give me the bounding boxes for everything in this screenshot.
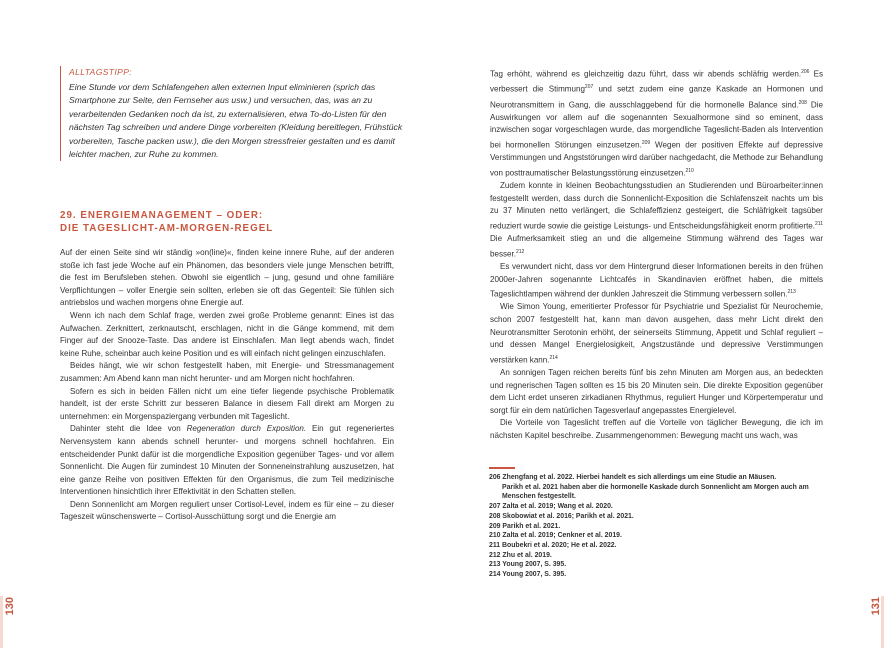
footnote-ref: 213 — [787, 289, 796, 296]
footnote-divider — [489, 467, 515, 469]
paragraph-start: Dahinter steht die Idee von — [70, 424, 187, 434]
footnote: 210 Zalta et al. 2019; Cenkner et al. 2019. — [489, 532, 622, 540]
paragraph: Beides hängt, wie wir schon festgestellt haben, mit Energie- und Stressmanagement zusammen: Am Abend kann man nicht herunter- und am Morgen nicht hochfahren. — [60, 361, 394, 383]
text-run: Wegen der positiven Effekte auf depressive Verstimmungen und Angststörungen wird darüber nachgedacht, die Methode zur Behandlung von posttraumatischer Belastungsstörung einzusetzen. — [490, 140, 823, 178]
footnote: 214 Young 2007, S. 395. — [489, 571, 567, 579]
right-page — [442, 0, 884, 648]
footnote-ref: 212 — [515, 248, 525, 255]
text-run: Wie Simon Young, emeritierter Professor für Psychiatrie und Spezialist für Neurochemie, schon 2007 festgestellt hat, kann man davon ausgehen, dass mehr Licht direkt den Neurotransmitter Serotonin erhöht, der seinerseits Stimmung, Appetit und Schlaf reguliert – und dessen Mangel Energielosigkeit, Angstzustände und depressive Verstimmungen verstärken kann. — [490, 302, 823, 365]
paragraph — [60, 423, 394, 499]
footnote: 213 Young 2007, S. 395. — [489, 561, 567, 569]
page-edge-marker — [0, 596, 3, 648]
paragraph — [490, 66, 823, 180]
paragraph: An sonnigen Tagen reichen bereits fünf bis zehn Minuten am Morgen aus, an bedeckten und regnerischen Tagen sollten es 15 bis 20 Minuten sein. Die direkte Exposition gegenüber dem Licht erdet unseren zirkadianen Rhythmus, reguliert Hunger und Körpertemperatur und sorgt für ein dem natürlichen Tagesverlauf angepasstes Energielevel. — [490, 368, 823, 415]
paragraph: Wenn ich nach dem Schlaf frage, werden zwei große Probleme genannt: Eines ist das Aufwachen. Zerknittert, zerknautscht, erschlagen, nicht in die Gänge kommend, mit dem Finger auf der Snooze-Taste. Das andere ist Einschlafen. Man liegt abends wach, findet keine Ruhe, scheinbar auch keine Position und es will einfach nicht gelingen einzuschlafen. — [60, 310, 394, 358]
heading-line-1: 29. ENERGIEMANAGEMENT – ODER: — [60, 210, 264, 221]
footnote-ref: 208 — [798, 99, 807, 106]
footnote-ref: 211 — [815, 220, 823, 227]
heading-line-2: DIE TAGESLICHT-AM-MORGEN-REGEL — [60, 223, 274, 234]
footnote-ref: 214 — [549, 354, 558, 361]
tip-text: Eine Stunde vor dem Schlafengehen allen externen Input eliminieren (sprich das Smartphone zur Seite, den Fernseher aus usw.) und versuchen, das, was an zu verarbeitenden Gedanken noch da ist, zu externalisieren, etwa To-do-Listen für den nächsten Tag schreiben und andere Dinge vorbereiten (Kleidung bereitlegen, Frühstück vorbereiten, Tasche packen usw.), die den Morgen stressfreier gestalten und es damit leichter machen, zur Ruhe zu kommen. — [69, 82, 403, 160]
text-run: Die Auswirkungen vor allem auf die sogenannten Sexualhormone sind so eminent, dass inzwischen sogar vorgeschlagen wurde, das morgendliche Tageslicht-Baden als Intervention bei hormonellen Störungen einzusetzen. — [490, 100, 823, 150]
paragraph — [490, 180, 823, 261]
text-run: Es verbessert die Stimmung — [490, 69, 823, 94]
footnote-ref: 207 — [584, 84, 594, 91]
everyday-tip-box — [60, 66, 409, 161]
paragraph — [490, 261, 823, 301]
footnote: 211 Boubekri et al. 2020; He et al. 2022. — [489, 541, 617, 549]
text-run: und setzt zudem eine ganze Kaskade an Hormonen und Neurotransmittern in Gang, die ausschlaggebend für die hormonelle Balance sind. — [490, 84, 824, 110]
section-heading — [60, 209, 405, 235]
paragraph: Denn Sonnenlicht am Morgen reguliert unser Cortisol-Level, indem es für eine – zu dieser Tageszeit wünschenswerte – Cortisol-Ausschüttung sorgt und die Energie am — [60, 499, 394, 522]
footnote: 209 Parikh et al. 2021. — [489, 522, 561, 530]
footnote: 212 Zhu et al. 2019. — [489, 551, 552, 559]
footnote: 207 Zalta et al. 2019; Wang et al. 2020. — [489, 503, 613, 511]
right-body-text — [490, 66, 823, 443]
left-body-text — [60, 247, 394, 524]
text-run: Tag erhöht, während es gleichzeitig dazu führt, dass wir abends schläfrig werden. — [490, 69, 802, 79]
text-run: Die Aufmerksamkeit stieg an und die allgemeine Stimmung während des Tages war besser. — [490, 234, 823, 259]
paragraph: Auf der einen Seite sind wir ständig »on(line)«, finden keine innere Ruhe, auf der anderen stoße ich fast jede Woche auf ein Phänomen, das besonders viele junge Menschen betrifft, die fest im Berufsleben stehen. Obwohl sie eigentlich – jung, gesund und ohne familiäre Verpflichtungen – voller Energie sein sollten, erleben sie oft das Gegenteil: Sie fühlen sich antriebslos und wachen morgens ohne Energie auf. — [60, 248, 394, 308]
italic-phrase: Regeneration durch Exposition. — [186, 424, 307, 434]
footnote-continuation: Parikh et al. 2021 haben aber die hormonelle Kaskade durch Sonnenlicht am Morgen auch am Menschen festgestellt. — [502, 483, 809, 501]
footnotes — [489, 473, 809, 580]
page-number: 131 — [870, 597, 882, 616]
page-number: 130 — [4, 597, 16, 616]
footnote: 206 Zhengfang et al. 2022. Hierbei handelt es sich allerdings um eine Studie an Mäusen. — [489, 474, 777, 481]
tip-label: ALLTAGSTIPP: — [69, 67, 133, 77]
paragraph: Die Vorteile von Tageslicht treffen auf die Vorteile von täglicher Bewegung, die ich im nächsten Kapitel beschreibe. Zusammengenommen: Bewegung macht uns wach, was — [490, 418, 823, 441]
paragraph — [490, 301, 823, 367]
footnote-ref: 209 — [641, 139, 651, 146]
paragraph: Sofern es sich in beiden Fällen nicht um eine tiefer liegende psychische Problematik handelt, ist der erste Schritt zur besseren Balance in diesem Fall direkt am Morgen zu unternehmen: ein Morgenspaziergang verbunden mit Tageslicht. — [60, 386, 394, 421]
text-run: Es verwundert nicht, dass vor dem Hintergrund dieser Informationen bereits in den frühen 2000er-Jahren sogenannte Lichtcafés in Skandinavien eröffnet haben, die mittels Tageslichtlampen während der dunklen Jahreszeit die Stimmung verbessern sollen. — [490, 262, 823, 299]
footnote-ref: 206 — [801, 69, 810, 75]
paragraph-rest: Ein gut regeneriertes Nervensystem kann abends schnell herunter- und morgens schnell hochfahren. Ein entscheidender Punkt dafür ist die morgendliche Exposition gegenüber Tages- und vor allem Sonnenlicht. Die Augen für zumindest 10 Minuten der Sonneneinstrahlung auszusetzen, hat eine ganze Reihe von positiven Effekten für den Organismus, die zum Teil medizinische Interventionen hinsichtlich ihrer Effektivität in den Schatten stellen. — [60, 424, 395, 497]
footnote-ref: 210 — [685, 167, 694, 174]
footnote: 208 Skobowiat et al. 2016; Parikh et al. 2021. — [489, 512, 634, 520]
text-run: Zudem konnte in kleinen Beobachtungsstudien an Studierenden und Büroarbeiter:innen festgestellt werden, dass durch die Sonnenlicht-Exposition die Schlafenszeit nachts um bis zu 37 Minuten netto verlängert, die Schlafeffizienz gesteigert, die Schläfrigkeit tagsüber reduziert wurde sowie die geistige Leistungs- und Entscheidungsfähigkeit enorm profitierte. — [490, 181, 823, 231]
